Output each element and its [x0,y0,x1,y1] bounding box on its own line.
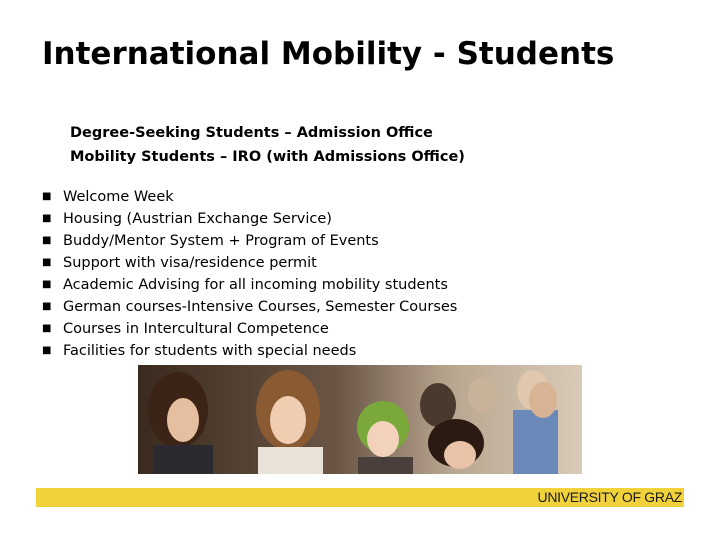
bullet-item [42,230,457,252]
subtitle-item: Mobility Students – IRO (with Admissions Office) [70,149,465,165]
bullet-text: German courses-Intensive Courses, Semester Courses [63,299,458,315]
subtitle-list [70,121,465,169]
bullet-text: Facilities for students with special needs [63,343,357,359]
square-bullet-icon: ■ [42,345,52,356]
bullet-text: Support with visa/residence permit [63,255,317,271]
square-bullet-icon: ■ [42,213,52,224]
students-photo [138,365,582,474]
square-bullet-icon: ■ [42,301,52,312]
bullet-text: Courses in Intercultural Competence [63,321,329,337]
square-bullet-icon: ■ [42,191,52,202]
bullet-text: Housing (Austrian Exchange Service) [63,211,332,227]
university-logo-text: UNIVERSITY OF GRAZ [537,489,682,505]
bullet-list [42,186,457,362]
bullet-text: Buddy/Mentor System + Program of Events [63,233,379,249]
footer-bar [36,488,684,507]
square-bullet-icon: ■ [42,279,52,290]
bullet-item [42,208,457,230]
bullet-item [42,274,457,296]
bullet-item [42,296,457,318]
bullet-item [42,340,457,362]
square-bullet-icon: ■ [42,235,52,246]
subtitle-item: Degree-Seeking Students – Admission Office [70,125,433,141]
bullet-item [42,186,457,208]
square-bullet-icon: ■ [42,323,52,334]
bullet-item [42,252,457,274]
square-bullet-icon: ■ [42,257,52,268]
slide-title: International Mobility - Students [42,36,615,72]
bullet-item [42,318,457,340]
bullet-text: Academic Advising for all incoming mobility students [63,277,448,293]
bullet-text: Welcome Week [63,189,174,205]
